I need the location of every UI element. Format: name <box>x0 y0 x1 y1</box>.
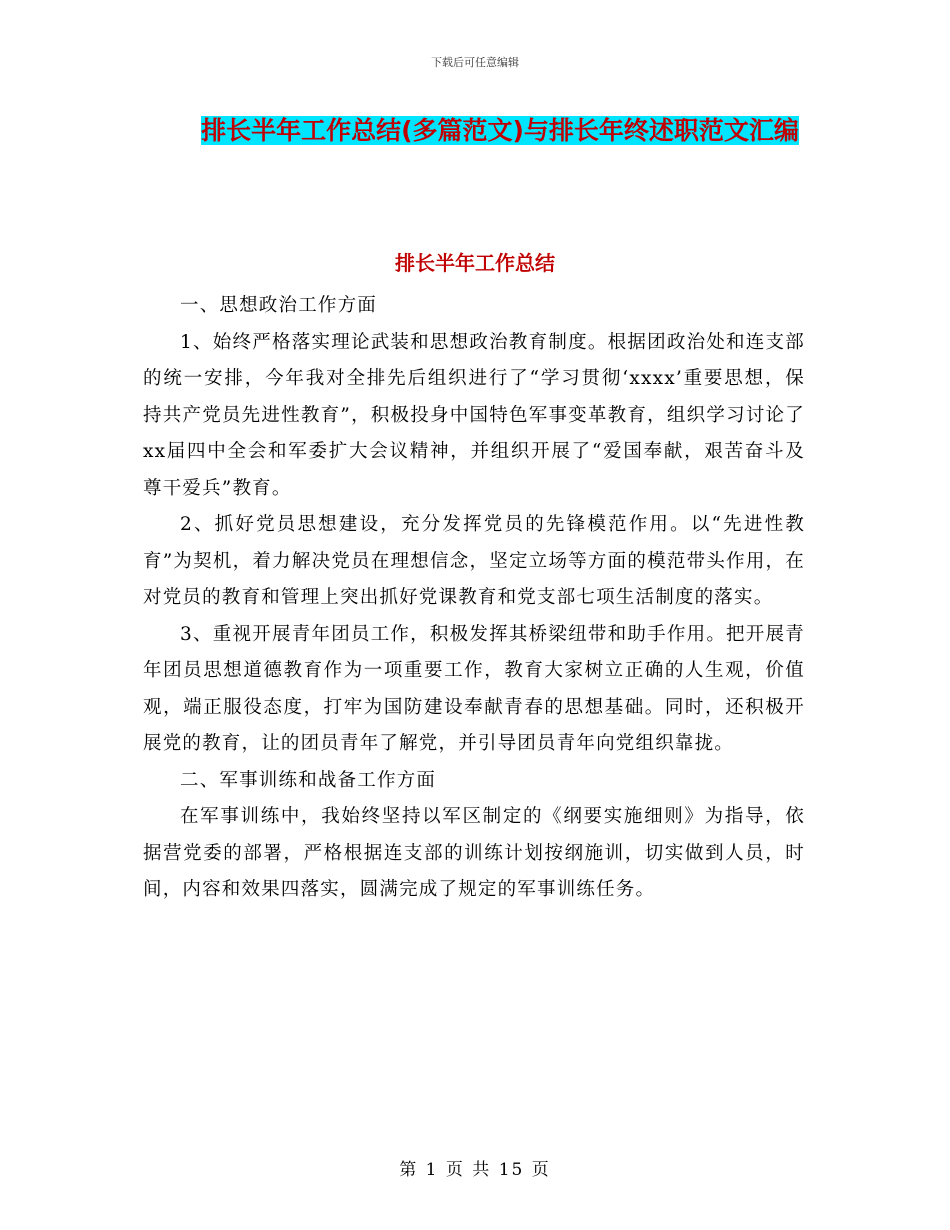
page-number: 第 1 页 共 15 页 <box>399 1160 551 1180</box>
document-body <box>143 288 805 909</box>
paragraph: 在军事训练中，我始终坚持以军区制定的《纲要实施细则》为指导，依据营党委的部署，严格根据连支部的训练计划按纲施训，切实做到人员，时间，内容和效果四落实，圆满完成了规定的军事训练任务。 <box>143 806 805 900</box>
heading-political-work: 一、思想政治工作方面 <box>180 295 378 316</box>
header-note: 下载后可任意编辑 <box>431 56 519 69</box>
document-title-text: 排长半年工作总结(多篇范文)与排长年终述职范文汇编 <box>201 116 799 145</box>
paragraph: 2、抓好党员思想建设，充分发挥党员的先锋模范作用。以“先进性教育”为契机，着力解决党员在理想信念，坚定立场等方面的模范带头作用，在对党员的教育和管理上突出抓好党课教育和党支部七项生活制度的落实。 <box>143 514 805 608</box>
heading-military-training: 二、军事训练和战备工作方面 <box>180 769 437 791</box>
paragraph: 1、始终严格落实理论武装和思想政治教育制度。根据团政治处和连支部的统一安排，今年我对全排先后组织进行了“学习贯彻‘xxxx’重要思想，保持共产党员先进性教育”，积极投身中国特色军事变革教育，组织学习讨论了xx届四中全会和军委扩大会议精神，并组织开展了“爱国奉献，艰苦奋斗及尊干爱兵”教育。 <box>143 331 805 499</box>
section-title: 排长半年工作总结 <box>395 251 555 275</box>
document-title <box>195 110 805 152</box>
paragraph: 3、重视开展青年团员工作，积极发挥其桥梁纽带和助手作用。把开展青年团员思想道德教育作为一项重要工作，教育大家树立正确的人生观，价值观，端正服役态度，打牢为国防建设奉献青春的思想基础。同时，还积极开展党的教育，让的团员青年了解党，并引导团员青年向党组织靠拢。 <box>143 623 805 754</box>
